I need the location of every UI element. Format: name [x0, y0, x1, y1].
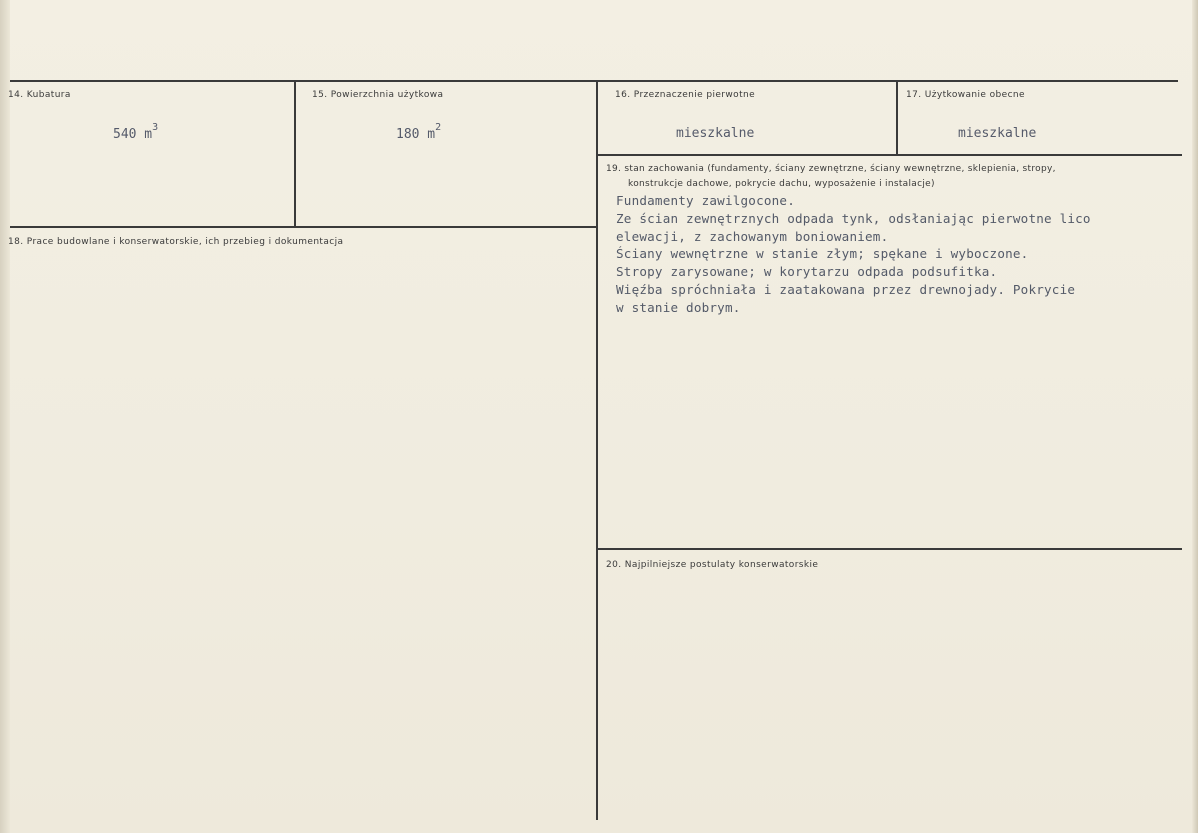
field-18-label: 18. Prace budowlane i konserwatorskie, ich przebieg i dokumentacja — [8, 237, 344, 247]
condition-line: Stropy zarysowane; w korytarzu odpada podsufitka. — [616, 264, 998, 280]
rule-below-14-15 — [10, 226, 596, 228]
field-14-label: 14. Kubatura — [8, 90, 71, 100]
condition-notes — [616, 192, 1091, 317]
field-14-unit-exponent: 3 — [152, 122, 159, 133]
field-15-label: 15. Powierzchnia użytkowa — [312, 90, 444, 100]
condition-line: Więźba spróchniała i zaatakowana przez drewnojady. Pokrycie — [616, 281, 1076, 297]
field-14-value — [113, 122, 158, 142]
field-15-unit-exponent: 2 — [435, 122, 442, 133]
card-edge-left — [0, 0, 10, 833]
top-rule — [10, 80, 1178, 82]
condition-line: Fundamenty zawilgocone. — [616, 193, 795, 208]
condition-line: elewacji, z zachowanym boniowaniem. — [616, 228, 889, 244]
field-20-label: 20. Najpilniejsze postulaty konserwatorskie — [606, 560, 819, 570]
field-17-label: 17. Użytkowanie obecne — [906, 90, 1025, 100]
card-edge-right — [1192, 0, 1198, 833]
field-16-value: mieszkalne — [676, 126, 755, 141]
field-16-label: 16. Przeznaczenie pierwotne — [615, 90, 756, 100]
field-19-label-line2: konstrukcje dachowe, pokrycie dachu, wyposażenie i instalacje) — [628, 179, 935, 189]
field-19-label-line1: 19. stan zachowania (fundamenty, ściany zewnętrzne, ściany wewnętrzne, sklepienia, stropy, — [606, 164, 1056, 174]
condition-line: w stanie dobrym. — [616, 299, 741, 315]
divider-center — [596, 80, 598, 820]
rule-below-19 — [596, 548, 1182, 550]
condition-line: Ze ścian zewnętrznych odpada tynk, odsłaniając pierwotne lico — [616, 210, 1091, 226]
rule-below-16-17 — [596, 154, 1182, 156]
field-15-value — [396, 122, 441, 142]
divider-14-15 — [294, 80, 296, 227]
condition-line: Ściany wewnętrzne w stanie złym; spękane i wyboczone. — [616, 246, 1029, 262]
field-14-number: 540 m — [113, 127, 153, 142]
field-17-value: mieszkalne — [958, 126, 1037, 141]
divider-16-17 — [896, 80, 898, 155]
field-15-number: 180 m — [396, 127, 436, 142]
